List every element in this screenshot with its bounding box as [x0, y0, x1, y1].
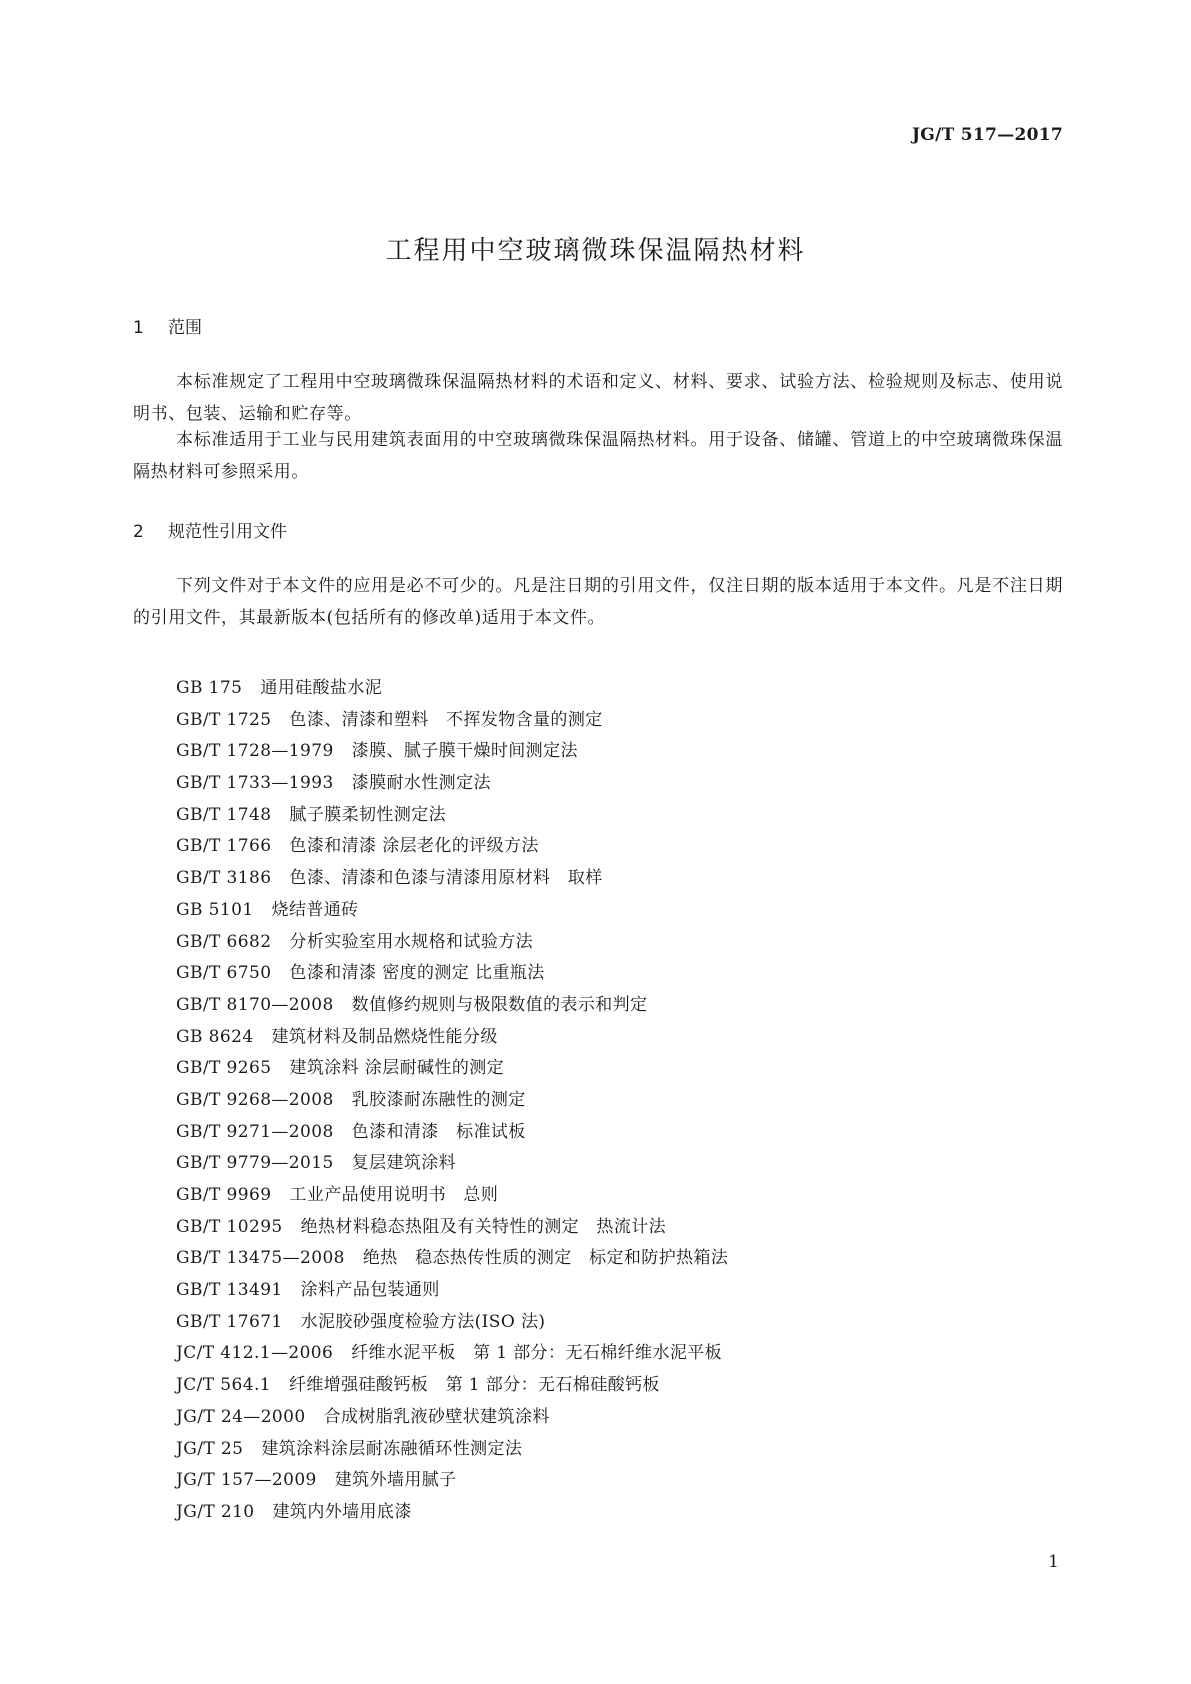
reference-code: GB/T 1725	[176, 709, 272, 730]
reference-title: 水泥胶砂强度检验方法(ISO 法)	[300, 1311, 546, 1332]
reference-code: JG/T 25	[176, 1438, 244, 1459]
reference-item	[176, 1275, 728, 1307]
reference-title: 乳胶漆耐冻融性的测定	[351, 1089, 526, 1110]
reference-item	[176, 1338, 728, 1370]
reference-title: 色漆和清漆 涂层老化的评级方法	[289, 836, 539, 857]
reference-code: JG/T 24—2000	[176, 1406, 306, 1427]
reference-code: JC/T 412.1—2006	[176, 1343, 334, 1364]
reference-item	[176, 863, 728, 895]
reference-code: GB/T 1733—1993	[176, 773, 334, 794]
reference-code: GB 8624	[176, 1026, 254, 1047]
reference-code: GB/T 6750	[176, 963, 272, 984]
reference-title: 烧结普通砖	[271, 899, 359, 920]
reference-item	[176, 768, 728, 800]
reference-item	[176, 1022, 728, 1054]
reference-code: GB/T 9969	[176, 1185, 272, 1205]
reference-code: GB/T 1766	[176, 836, 272, 857]
reference-item	[176, 1307, 728, 1339]
reference-item	[176, 895, 728, 927]
reference-title: 建筑材料及制品燃烧性能分级	[271, 1026, 498, 1047]
reference-item	[176, 990, 728, 1022]
reference-code: GB/T 6682	[176, 931, 272, 952]
reference-title: 建筑涂料 涂层耐碱性的测定	[289, 1058, 505, 1079]
section-2-title: 规范性引用文件	[168, 522, 287, 542]
page-number: 1	[1048, 1552, 1059, 1572]
reference-code: JG/T 157—2009	[176, 1470, 317, 1491]
reference-title: 建筑外墙用腻子	[334, 1470, 457, 1491]
reference-code: GB/T 1728—1979	[176, 741, 334, 762]
reference-code: JG/T 210	[176, 1501, 255, 1522]
reference-code: GB/T 17671	[176, 1311, 283, 1332]
reference-title: 建筑内外墙用底漆	[272, 1501, 412, 1522]
reference-title: 建筑涂料涂层耐冻融循环性测定法	[261, 1438, 523, 1459]
reference-item	[176, 1085, 728, 1117]
reference-code: GB/T 13475—2008	[176, 1248, 345, 1269]
reference-item	[176, 1243, 728, 1275]
reference-item	[176, 958, 728, 990]
section-1-number: 1	[133, 318, 144, 338]
standard-code: JG/T 517—2017	[911, 125, 1063, 145]
reference-code: GB/T 13491	[176, 1280, 283, 1301]
reference-title: 数值修约规则与极限数值的表示和判定	[351, 994, 648, 1015]
document-title: 工程用中空玻璃微珠保温隔热材料	[385, 236, 806, 266]
reference-item	[176, 705, 728, 737]
reference-title: 色漆和清漆 密度的测定 比重瓶法	[289, 963, 545, 984]
reference-code: GB/T 1748	[176, 804, 272, 825]
reference-item	[176, 1434, 728, 1466]
section-1-title: 范围	[168, 318, 202, 338]
reference-item	[176, 831, 728, 863]
reference-item	[176, 1148, 728, 1180]
reference-title: 绝热 稳态热传性质的测定 标定和防护热箱法	[362, 1248, 729, 1269]
reference-title: 复层建筑涂料	[351, 1153, 457, 1174]
reference-item	[176, 1402, 728, 1434]
reference-list	[176, 673, 728, 1529]
section-1-paragraph-2: 本标准适用于工业与民用建筑表面用的中空玻璃微珠保温隔热材料。用于设备、储罐、管道上的中空玻璃微珠保温隔热材料可参照采用。	[133, 430, 1063, 482]
reference-title: 纤维水泥平板 第 1 部分：无石棉纤维水泥平板	[351, 1343, 723, 1364]
reference-item	[176, 1370, 728, 1402]
reference-title: 色漆、清漆和色漆与清漆用原材料 取样	[289, 868, 603, 889]
reference-title: 绝热材料稳态热阻及有关特性的测定 热流计法	[300, 1216, 667, 1237]
reference-code: GB/T 10295	[176, 1216, 283, 1237]
section-1-heading	[133, 313, 202, 338]
reference-code: GB/T 9268—2008	[176, 1089, 334, 1110]
section-2-intro: 下列文件对于本文件的应用是必不可少的。凡是注日期的引用文件，仅注日期的版本适用于本文件。凡是不注日期的引用文件，其最新版本(包括所有的修改单)适用于本文件。	[133, 576, 1063, 628]
reference-item	[176, 1180, 728, 1212]
reference-title: 分析实验室用水规格和试验方法	[289, 931, 534, 952]
reference-code: GB 5101	[176, 899, 254, 920]
reference-code: GB/T 8170—2008	[176, 994, 334, 1015]
reference-item	[176, 1465, 728, 1497]
reference-item	[176, 1053, 728, 1085]
reference-item	[176, 736, 728, 768]
reference-title: 漆膜、腻子膜干燥时间测定法	[351, 741, 578, 762]
section-1-paragraph-1: 本标准规定了工程用中空玻璃微珠保温隔热材料的术语和定义、材料、要求、试验方法、检验规则及标志、使用说明书、包装、运输和贮存等。	[133, 372, 1063, 424]
reference-title: 色漆、清漆和塑料 不挥发物含量的测定	[289, 709, 603, 730]
reference-title: 合成树脂乳液砂壁状建筑涂料	[323, 1406, 550, 1427]
reference-code: JC/T 564.1	[176, 1375, 271, 1396]
reference-item	[176, 800, 728, 832]
reference-title: 通用硅酸盐水泥	[260, 678, 383, 698]
reference-title: 腻子膜柔韧性测定法	[289, 804, 447, 825]
reference-item	[176, 1497, 728, 1529]
reference-code: GB/T 9265	[176, 1058, 272, 1079]
section-2-number: 2	[133, 522, 144, 542]
reference-item	[176, 1117, 728, 1149]
reference-item	[176, 927, 728, 959]
reference-code: GB 175	[176, 678, 243, 698]
reference-code: GB/T 9271—2008	[176, 1121, 334, 1142]
reference-item	[176, 673, 728, 705]
reference-code: GB/T 9779—2015	[176, 1153, 334, 1174]
reference-title: 涂料产品包装通则	[300, 1280, 440, 1301]
reference-title: 色漆和清漆 标准试板	[351, 1121, 526, 1142]
reference-code: GB/T 3186	[176, 868, 272, 889]
reference-title: 纤维增强硅酸钙板 第 1 部分：无石棉硅酸钙板	[288, 1375, 660, 1396]
reference-item	[176, 1212, 728, 1244]
reference-title: 漆膜耐水性测定法	[351, 773, 491, 794]
reference-title: 工业产品使用说明书 总则	[289, 1185, 499, 1205]
section-2-heading	[133, 517, 287, 542]
